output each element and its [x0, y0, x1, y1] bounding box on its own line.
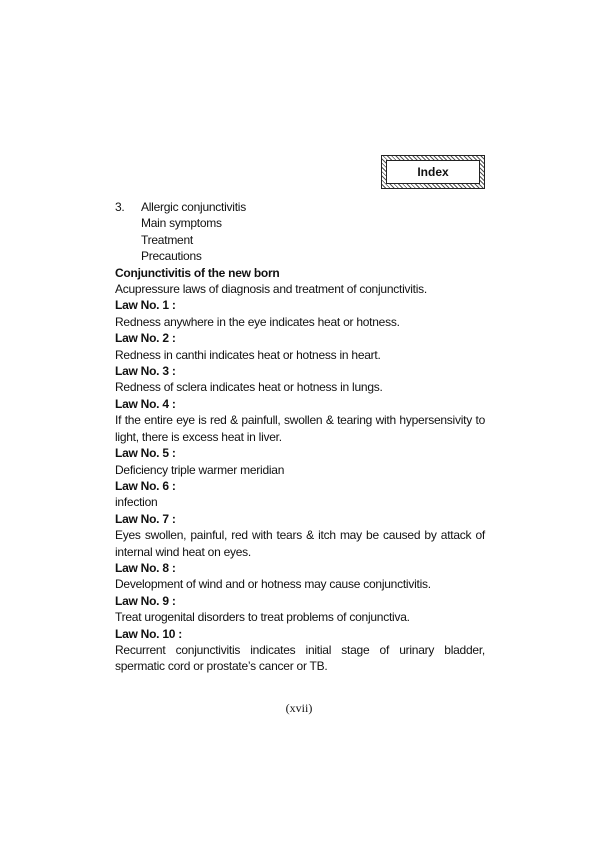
law-label: Law No. 8 :: [115, 560, 176, 575]
law-label: Law No. 2 :: [115, 331, 176, 346]
item-title: Allergic conjunctivitis: [141, 200, 246, 214]
law-text: Redness anywhere in the eye indicates heat or hotness.: [115, 314, 400, 329]
page-content: [115, 199, 485, 675]
law-text: Eyes swollen, painful, red with tears & itch may be caused by attack of internal wind heat on eyes.: [115, 528, 485, 559]
law-label: Law No. 7 :: [115, 511, 176, 526]
law-text: Treat urogenital disorders to treat problems of conjunctiva.: [115, 610, 410, 625]
law-label: Law No. 1 :: [115, 298, 176, 313]
item-number: 3.: [115, 200, 125, 214]
section-heading: Conjunctivitis of the new born: [115, 265, 280, 280]
law-text: If the entire eye is red & painfull, swollen & tearing with hypersensivity to light, there is excess heat in liver.: [115, 413, 485, 444]
law-text: Redness of sclera indicates heat or hotness in lungs.: [115, 380, 383, 395]
law-label: Law No. 5 :: [115, 446, 176, 461]
subitem: Precautions: [141, 249, 202, 264]
law-label: Law No. 10 :: [115, 626, 183, 641]
law-text: Development of wind and or hotness may cause conjunctivitis.: [115, 577, 431, 592]
intro-text: Acupressure laws of diagnosis and treatment of conjunctivitis.: [115, 282, 427, 297]
index-label: Index: [386, 160, 480, 184]
law-text: Deficiency triple warmer meridian: [115, 462, 285, 477]
law-label: Law No. 3 :: [115, 364, 176, 379]
index-button[interactable]: [381, 155, 485, 189]
law-text: Recurrent conjunctivitis indicates initial stage of urinary bladder, spermatic cord or prostate’s cancer or TB.: [115, 642, 485, 674]
subitem: Treatment: [141, 232, 193, 247]
list-item: [115, 199, 485, 215]
subitem: Main symptoms: [141, 216, 222, 231]
law-text: infection: [115, 495, 158, 510]
law-text: Redness in canthi indicates heat or hotness in heart.: [115, 347, 381, 362]
law-label: Law No. 4 :: [115, 396, 176, 411]
page-number: (xvii): [285, 701, 313, 715]
law-label: Law No. 9 :: [115, 593, 176, 608]
law-label: Law No. 6 :: [115, 478, 176, 493]
